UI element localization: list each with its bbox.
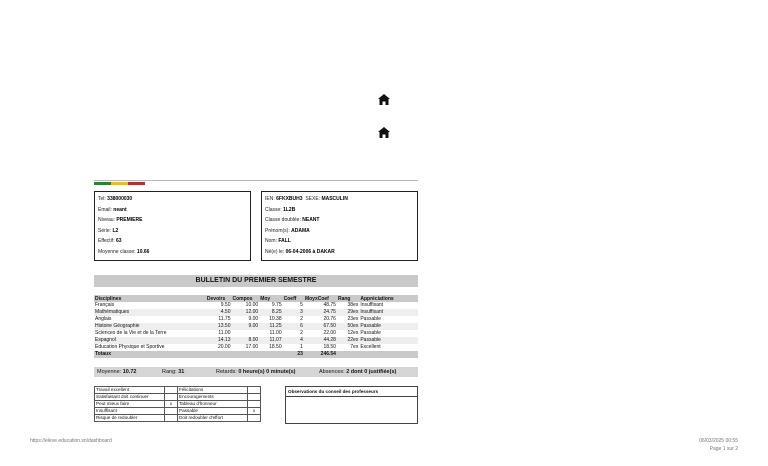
decision-row [95, 415, 261, 422]
table-cell: 7ex [350, 344, 359, 350]
flag-green [94, 182, 111, 185]
prenoms-line: Prénom(s): ADAMA [265, 228, 310, 234]
table-cell: 12ex [347, 330, 359, 336]
table-cell [231, 330, 259, 337]
decision-label: Insuffisant [95, 408, 165, 415]
student-info-box [261, 191, 418, 261]
table-cell: 23ex [347, 316, 359, 322]
retards-stat: Retards: 0 heure(s) 0 minute(s) [216, 369, 296, 375]
tel-line: Tel: 338000030 [98, 196, 133, 202]
table-row [94, 316, 418, 323]
grades-header-row [94, 295, 418, 302]
table-cell: 10.00 [245, 302, 259, 308]
table-cell: 22ex [337, 337, 359, 344]
decisions-table [94, 386, 261, 422]
table-cell: 18.50 [269, 344, 282, 350]
table-cell: 11.07 [259, 337, 282, 344]
table-row [94, 330, 418, 337]
classe-line: Classe: 1L2B [265, 207, 296, 213]
table-cell: 50ex [337, 323, 359, 330]
email-line: Email: neant [98, 207, 127, 213]
table-cell: Excellent [360, 344, 381, 350]
decision-row [95, 394, 261, 401]
table-cell: 29ex [337, 309, 359, 316]
decision-mark [165, 387, 178, 394]
ien-line: IEN: 6FKXBUH3 SEXE: MASCULIN [265, 196, 348, 202]
grades-table [94, 295, 418, 358]
table-cell: 6 [283, 323, 304, 330]
table-cell: 3 [283, 309, 304, 316]
table-cell: Français [95, 302, 115, 308]
decision-mark [248, 387, 261, 394]
decision-mark [248, 394, 261, 401]
table-cell: 24.75 [304, 309, 337, 316]
col-header: Devoirs [206, 295, 232, 302]
decisions-wrapper [94, 386, 261, 422]
table-cell: 14.13 [206, 337, 232, 344]
naissance-line: Né(e) le: 06-04-2006 à DAKAR [265, 249, 335, 255]
decision-row [95, 408, 261, 415]
col-header: Rang [337, 295, 359, 302]
table-cell: 11.75 [218, 316, 231, 322]
table-row [94, 344, 418, 351]
table-cell: 9.50 [220, 302, 231, 308]
classe-doublee-line: Classe doublée: NEANT [265, 217, 320, 223]
table-cell: 38ex [347, 302, 359, 308]
table-cell: Mathématiques [94, 309, 206, 316]
niveau-line: Niveau: PREMIERE [98, 217, 143, 223]
col-header: Appréciations [359, 295, 418, 302]
table-cell: 13.50 [206, 323, 232, 330]
nom-line: Nom: FALL [265, 238, 291, 244]
decision-mark [165, 394, 178, 401]
table-cell: 20.76 [323, 316, 336, 322]
table-cell: 18.50 [323, 344, 336, 350]
decision-row [95, 401, 261, 408]
table-cell: 12.00 [231, 309, 259, 316]
grades-body [94, 302, 418, 351]
table-cell: Passable [359, 323, 418, 330]
table-row [94, 302, 418, 309]
table-cell: Education Physique et Sportive [95, 344, 165, 350]
table-cell: 9.00 [248, 316, 259, 322]
table-cell: Insuffisant [360, 302, 384, 308]
col-header: Moy [259, 295, 282, 302]
observations-title: Observations du conseil des professeurs [286, 387, 417, 397]
table-cell: Passable [360, 316, 381, 322]
table-cell: 48.75 [323, 302, 336, 308]
decision-label: Tableau d'honneur [178, 401, 248, 408]
home-icon[interactable] [378, 94, 390, 105]
serie-line: Série: L2 [98, 228, 119, 234]
decision-label: Satisfaisant doit continuer [95, 394, 165, 401]
table-cell: 4 [283, 337, 304, 344]
decisions-body [95, 387, 261, 422]
table-row [94, 337, 418, 344]
decision-label: Peut mieux faire [95, 401, 165, 408]
document-header [94, 180, 418, 185]
table-cell: 44.28 [304, 337, 337, 344]
decision-label: Risque de redoubler [95, 415, 165, 422]
absences-stat: Absences: 2 dont 0 justifiée(s) [319, 369, 397, 375]
decision-row [95, 387, 261, 394]
table-cell: 20.00 [217, 344, 231, 350]
table-cell: 11.25 [259, 323, 282, 330]
table-row [94, 323, 418, 330]
totals-coeff: 23 [283, 351, 304, 358]
decision-mark [165, 408, 178, 415]
table-cell: 4.50 [206, 309, 232, 316]
table-cell: 22.00 [323, 330, 336, 336]
school-info-box [94, 191, 251, 261]
col-header: MoyxCoef [304, 295, 337, 302]
table-cell: 17.00 [245, 344, 259, 350]
table-cell: 1 [300, 344, 303, 350]
table-cell: 11.00 [269, 330, 282, 336]
decision-mark: x [248, 408, 261, 415]
table-cell: 9.00 [231, 323, 259, 330]
decision-mark [248, 415, 261, 422]
decision-mark: x [165, 401, 178, 408]
moyenne-classe-line: Moyenne classe: 10.66 [98, 249, 150, 255]
bulletin-title: BULLETIN DU PREMIER SEMESTRE [94, 275, 418, 287]
moyenne-stat: Moyenne: 10.72 [97, 369, 137, 375]
table-cell: 8.00 [231, 337, 259, 344]
table-cell: 8.25 [259, 309, 282, 316]
decision-label: Félicitations [178, 387, 248, 394]
decision-label: Doit redoubler d'effort [178, 415, 248, 422]
rang-stat: Rang: 31 [162, 369, 185, 375]
table-cell: Passable [360, 330, 381, 336]
table-row [94, 309, 418, 316]
table-cell: Histoire Géographie [94, 323, 206, 330]
footer-date: 06/03/2025 00:55 [699, 438, 738, 444]
observations-box [285, 386, 418, 424]
home-icon[interactable] [378, 127, 390, 138]
table-cell: 2 [300, 316, 303, 322]
table-cell: 10.38 [269, 316, 282, 322]
footer-page: Page 1 sur 2 [709, 446, 738, 452]
stats-bar [94, 367, 418, 377]
table-cell: 67.50 [304, 323, 337, 330]
col-header: Coeff [283, 295, 304, 302]
totals-label: Totaux [94, 351, 206, 358]
table-cell: 5 [300, 302, 303, 308]
totals-row [94, 351, 418, 358]
col-header: Disciplines [94, 295, 206, 302]
decision-label: Travail excellent [95, 387, 165, 394]
decision-label: Encouragements [178, 394, 248, 401]
decision-mark [248, 401, 261, 408]
table-cell: Insuffisant [359, 309, 418, 316]
table-cell: 9.75 [271, 302, 282, 308]
table-cell: Anglais [95, 316, 112, 322]
footer-url[interactable]: https://eleve.education.sn/dashboard [30, 438, 112, 444]
table-cell: Sciences de la Vie et de la Terre [95, 330, 167, 336]
totals-moyxcoef: 246.54 [304, 351, 337, 358]
grades-table-wrapper [94, 295, 418, 358]
effectif-line: Effectif: 63 [98, 238, 122, 244]
decision-mark [165, 415, 178, 422]
table-cell: Passable [359, 337, 418, 344]
flag-strip [94, 181, 418, 185]
flag-yellow [111, 182, 128, 185]
flag-red [128, 182, 145, 185]
decision-label: Passable [178, 408, 248, 415]
table-cell: 2 [300, 330, 303, 336]
col-header: Compos [231, 295, 259, 302]
table-cell: 11.00 [218, 330, 231, 336]
table-cell: Espagnol [94, 337, 206, 344]
